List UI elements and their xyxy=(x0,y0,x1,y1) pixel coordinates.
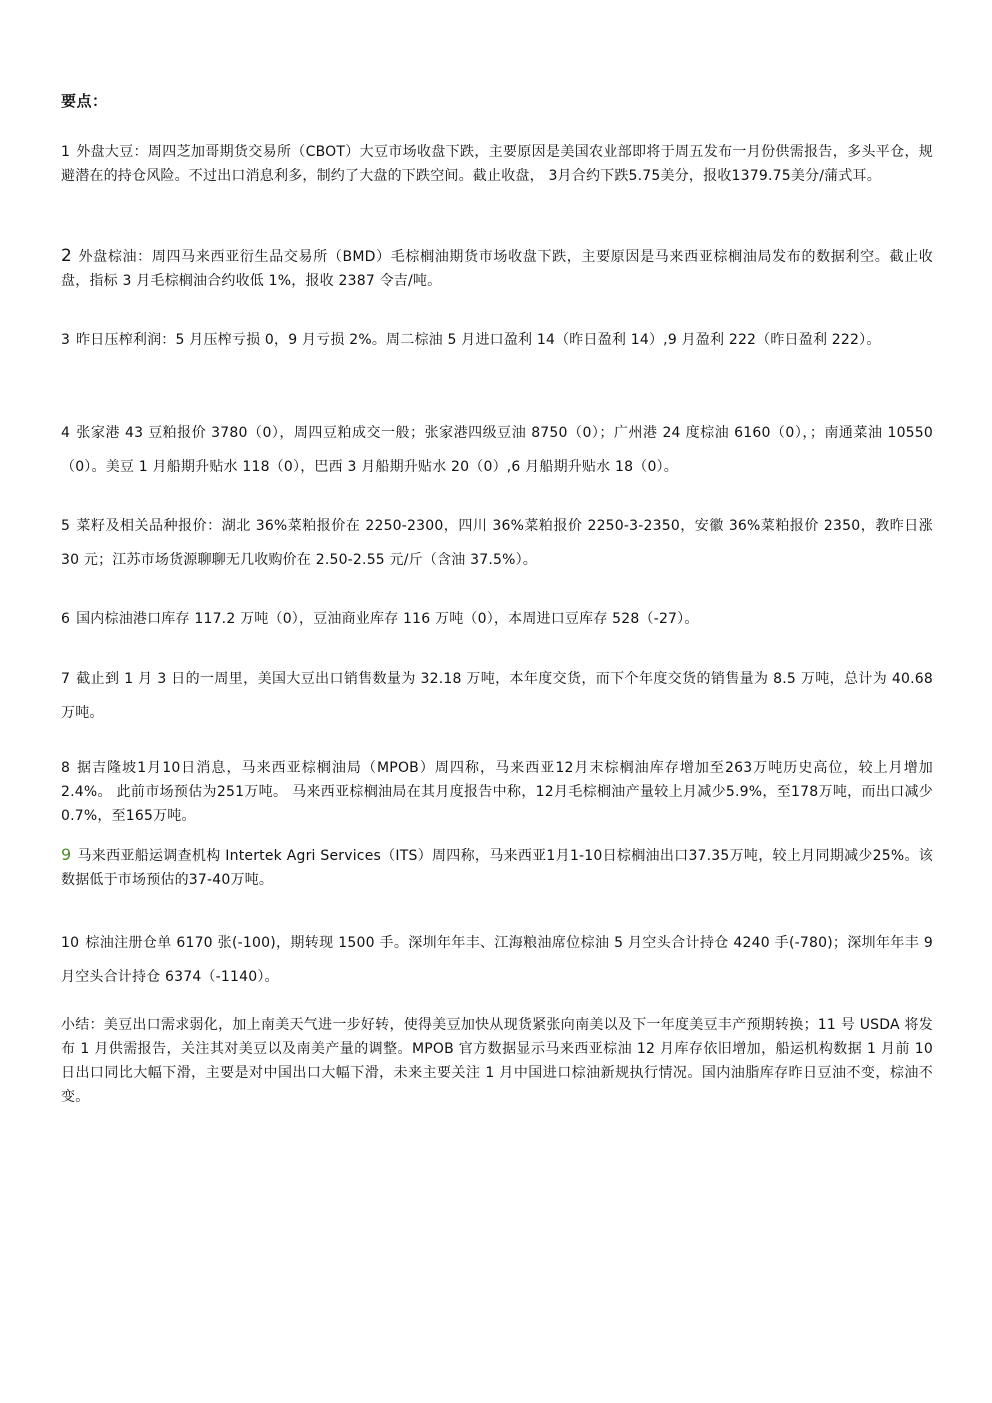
item-number: 6 xyxy=(61,611,71,627)
item-number: 5 xyxy=(61,518,71,534)
item-number: 2 xyxy=(61,246,73,266)
key-point-1 xyxy=(61,140,933,188)
item-text: 马来西亚船运调查机构 Intertek Agri Services（ITS）周四称，马来西亚1月1-10日棕榈油出口37.35万吨，较上月同期减少25%。该数据低于市场预估的37-40万吨。 xyxy=(61,848,933,888)
item-number: 8 xyxy=(61,760,71,776)
key-point-8 xyxy=(61,756,933,828)
item-text: 张家港 43 豆粕报价 3780（0），周四豆粕成交一般；张家港四级豆油 8750（0）；广州港 24 度棕油 6160（0），；南通菜油 10550（0）。美豆 1 月船期升贴水 118（0），巴西 3 月船期升贴水 20（0）,6 月船期升贴水 18（0）。 xyxy=(61,425,933,475)
item-number: 1 xyxy=(61,144,71,160)
key-point-7 xyxy=(61,662,933,730)
item-text: 外盘棕油：周四马来西亚衍生品交易所（BMD）毛棕榈油期货市场收盘下跌，主要原因是马来西亚棕榈油局发布的数据利空。截止收盘，指标 3 月毛棕榈油合约收低 1%，报收 2387 令吉/吨。 xyxy=(61,249,933,289)
item-text: 截止到 1 月 3 日的一周里，美国大豆出口销售数量为 32.18 万吨，本年度交货，而下个年度交货的销售量为 8.5 万吨，总计为 40.68 万吨。 xyxy=(61,671,933,721)
key-point-9 xyxy=(61,843,933,892)
key-point-5 xyxy=(61,509,933,577)
item-text: 据吉隆坡1月10日消息，马来西亚棕榈油局（MPOB）周四称，马来西亚12月末棕榈油库存增加至263万吨历史高位，较上月增加2.4%。 此前市场预估为251万吨。 马来西亚棕榈油局在其月度报告中称，12月毛棕榈油产量较上月减少5.9%，至178万吨，而出口减少0.7%，至165万吨。 xyxy=(61,760,933,824)
key-point-10 xyxy=(61,926,933,994)
item-number: 3 xyxy=(61,332,71,348)
item-text: 外盘大豆：周四芝加哥期货交易所（CBOT）大豆市场收盘下跌，主要原因是美国农业部即将于周五发布一月份供需报告，多头平仓，规避潜在的持仓风险。不过出口消息利多，制约了大盘的下跌空间。截止收盘， 3月合约下跌5.75美分，报收1379.75美分/蒲式耳。 xyxy=(61,144,933,184)
item-number: 9 xyxy=(61,845,72,864)
key-point-3 xyxy=(61,323,933,357)
key-point-4 xyxy=(61,416,933,484)
page-heading: 要点： xyxy=(61,92,108,110)
key-point-2 xyxy=(61,244,933,293)
item-text: 菜籽及相关品种报价：湖北 36%菜粕报价在 2250-2300，四川 36%菜粕报价 2250-3-2350，安徽 36%菜粕报价 2350，教昨日涨 30 元；江苏市场货源聊聊无几收购价在 2.50-2.55 元/斤（含油 37.5%）。 xyxy=(61,518,933,568)
item-number: 7 xyxy=(61,671,71,687)
item-text: 国内棕油港口库存 117.2 万吨（0），豆油商业库存 116 万吨（0），本周进口豆库存 528（-27）。 xyxy=(76,611,699,627)
item-number: 10 xyxy=(61,935,80,951)
key-point-6 xyxy=(61,602,933,636)
item-text: 昨日压榨利润：5 月压榨亏损 0，9 月亏损 2%。周二棕油 5 月进口盈利 14（昨日盈利 14）,9 月盈利 222（昨日盈利 222）。 xyxy=(76,332,881,348)
item-text: 棕油注册仓单 6170 张(-100)，期转现 1500 手。深圳年年丰、江海粮油席位棕油 5 月空头合计持仓 4240 手(-780)；深圳年年丰 9 月空头合计持仓 6374（-1140）。 xyxy=(61,935,933,985)
summary-paragraph: 小结：美豆出口需求弱化，加上南美天气进一步好转，使得美豆加快从现货紧张向南美以及下一年度美豆丰产预期转换；11 号 USDA 将发布 1 月供需报告，关注其对美豆以及南美产量的调整。MPOB 官方数据显示马来西亚棕油 12 月库存依旧增加，船运机构数据 1 月前 10 日出口同比大幅下滑，主要是对中国出口大幅下滑，未来主要关注 1 月中国进口棕油新规执行情况。国内油脂库存昨日豆油不变，棕油不变。 xyxy=(61,1017,933,1105)
item-number: 4 xyxy=(61,425,71,441)
